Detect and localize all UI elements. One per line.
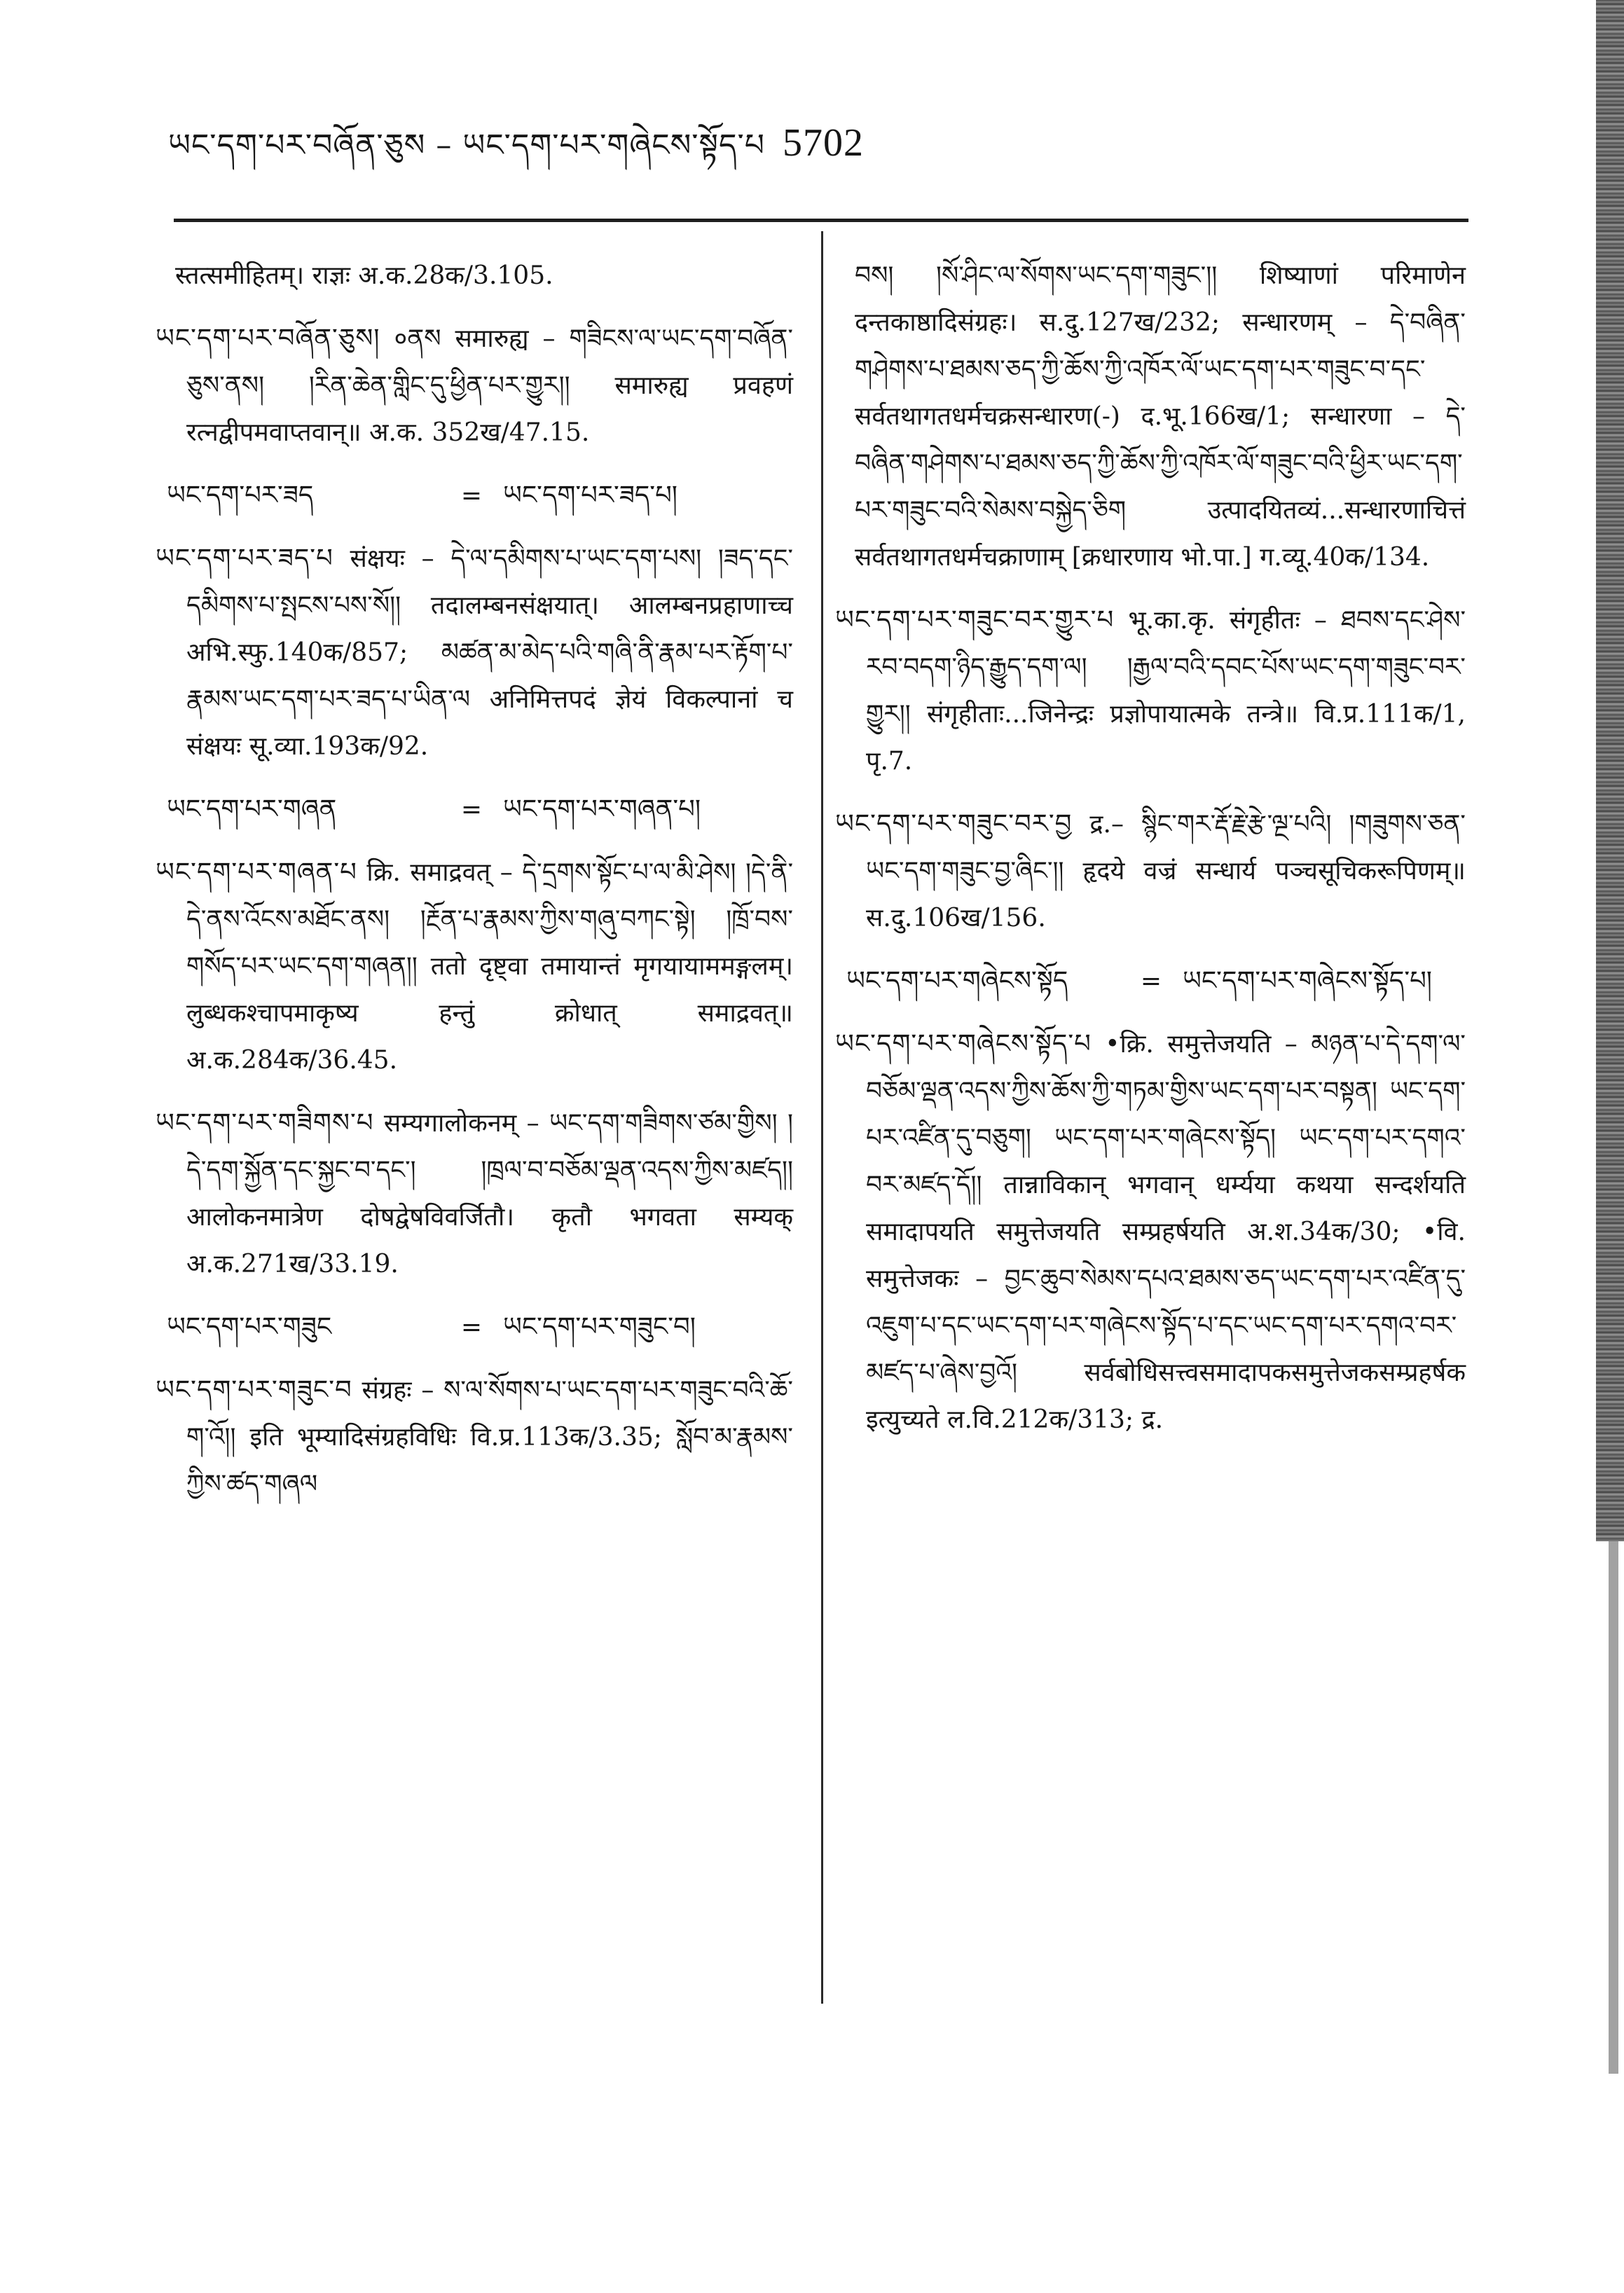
entry-text: संग्रहः – ས་ལ་སོགས་པ་ཡང་དག་པར་གཟུང་བའི་ཆོ་ག་འོ།། इति भूम्यादिसंग्रहविधिः वि.प्र.113क/3.35; སློབ་མ་རྣམས་ཀྱིས་ཚད་གཞལ xyxy=(186,1376,793,1499)
entry-text: •क्रि. समुत्तेजयति – མཉན་པ་དེ་དག་ལ་བཅོམ་ལྡན་འདས་ཀྱིས་ཆོས་ཀྱི་གཏམ་གྱིས་ཡང་དག་པར་བསྟན། ཡང་དག་པར་འཛིན་དུ་བཅུག། ཡང་དག་པར་གཞེངས་སྟོད། ཡང་དག་པར་དགའ་བར་མཛད་དོ།། तान्नाविकान् भगवान् धर्म्यया कथया सन्दर्शयति समादापयति समुत्तेजयति सम्प्रहर्षयति अ.श.34क/30; •वि. समुत्तेजकः – བྱང་ཆུབ་སེམས་དཔའ་ཐམས་ཅད་ཡང་དག་པར་འཛིན་དུ་འཇུག་པ་དང་ཡང་དག་པར་གཞེངས་སྟོད་པ་དང་ཡང་དག་པར་དགའ་བར་མཛད་པ་ཞེས་བྱའོ། सर्वबोधिसत्त्वसमादापकसमुत्तेजकसम्प्रहर्षक इत्युच्यते ल.वि.212क/313; द्र. xyxy=(866,1030,1466,1434)
headword: ཡང་དག་པར་ཟད xyxy=(167,480,314,510)
dictionary-entry xyxy=(156,1366,793,1508)
running-header xyxy=(168,111,1485,174)
entry-text: संक्षयः – དེ་ལ་དམིགས་པ་ཡང་དག་པས། །ཟད་དང་དམིགས་པ་སྤངས་པས་སོ།། तदालम्बनसंक्षयात्। आलम्बनप्रहाणाच्च अभि.स्फु.140क/857; མཚན་མ་མེད་པའི་གཞི་ནི་རྣམ་པར་རྟོག་པ་རྣམས་ཡང་དག་པར་ཟད་པ་ཡིན་ལ अनिमित्तपदं ज्ञेयं विकल्पानां च संक्षयः सू.व्या.193क/92. xyxy=(186,544,793,761)
dictionary-entry xyxy=(835,1020,1466,1443)
dictionary-entry xyxy=(156,1099,793,1288)
left-column xyxy=(156,252,793,1523)
headword: ཡང་དག་པར་གཟུང་བར་གྱུར་པ xyxy=(835,605,1115,635)
cross-reference-target: ཡང་དག་པར་གཞེངས་སྟོད་པ། xyxy=(1183,965,1433,996)
column-divider xyxy=(821,231,823,2004)
scan-edge-shadow xyxy=(1596,0,1624,1541)
entry-text: क्रि. समाद्रवत् – དེ་དྲགས་སྟོང་པ་ལ་མི་ཤེས། །དེ་ནི་དེ་ནས་འོངས་མཐོང་ནས། །རྔོན་པ་རྣམས་ཀྱིས་གཞུ་བཀང་སྟེ། །ཁྲོ་བས་གསོད་པར་ཡང་དག་གཞན།། ततो दृष्ट्वा तमायान्तं मृगयायाममङ्गलम्। लुब्धकश्चापमाकृष्य हन्तुं क्रोधात् समाद्रवत्॥ अ.क.284क/36.45. xyxy=(186,858,794,1075)
cross-reference-target: ཡང་དག་པར་གཞན་པ། xyxy=(503,794,701,824)
headword: ཡང་དག་པར་གཞན་པ xyxy=(156,857,357,887)
dictionary-entry xyxy=(156,848,793,1084)
cross-reference xyxy=(156,471,793,519)
entry-text: भू.का.कृ. संगृहीतः – ཐབས་དང་ཤེས་རབ་བདག་ཉིད་རྒྱུད་དག་ལ། །རྒྱལ་བའི་དབང་པོས་ཡང་དག་གཟུང་བར་གྱུར།། संगृहीताः...जिनेन्द्रः प्रज्ञोपायात्मके तन्त्रे॥ वि.प्र.111क/1, पृ.7. xyxy=(866,606,1466,776)
page-number: 5702 xyxy=(782,121,864,165)
headword: ཡང་དག་པར་གཞེངས་སྟོད་པ xyxy=(835,1028,1092,1059)
dictionary-entry xyxy=(835,800,1466,942)
entry-continuation xyxy=(156,252,793,299)
equals-sign: = xyxy=(460,481,483,510)
scan-edge-shadow-lower xyxy=(1609,1541,1618,2074)
cross-reference-target: ཡང་དག་པར་གཟུང་བ། xyxy=(503,1311,696,1342)
cross-reference xyxy=(835,957,1466,1005)
entry-text: स्तत्समीहितम्। राज्ञः अ.क.28क/3.105. xyxy=(175,261,553,290)
headword: ཡང་དག་པར་གཟུང་བ xyxy=(156,1375,352,1405)
headword: ཡང་དག་པར་གཟུང་བར་བྱ xyxy=(835,808,1073,839)
dictionary-entry xyxy=(156,315,793,456)
dictionary-entry xyxy=(156,535,793,770)
headword: ཡང་དག་པར་གཟུང xyxy=(167,1311,332,1342)
dictionary-entry xyxy=(835,596,1466,785)
headword: ཡང་དག་པར་གཟིགས་པ xyxy=(156,1108,374,1138)
entry-text: सम्यगालोकनम् – ཡང་དག་གཟིགས་ཙམ་གྱིས། །དེ་དག་སྐྱོན་དང་སྐྱང་བ་དང་། །ཁྲལ་བ་བཅོམ་ལྡན་འདས་ཀྱིས་མཛད།། आलोकनमात्रेण दोषद्वेषविवर्जितौ। कृतौ भगवता सम्यक् अ.क.271ख/33.19. xyxy=(186,1109,793,1279)
entry-text: བས། །སོ་ཤིང་ལ་སོགས་ཡང་དག་གཟུང་།། शिष्याणां परिमाणेन दन्तकाष्ठादिसंग्रहः। स.दु.127ख/232; सन्धारणम् – དེ་བཞིན་གཤེགས་པ་ཐམས་ཅད་ཀྱི་ཆོས་ཀྱི་འཁོར་ལོ་ཡང་དག་པར་གཟུང་བ་དང་ सर्वतथागतधर्मचक्रसन्धारण(-) द.भू.166ख/1; सन्धारणा – དེ་བཞིན་གཤེགས་པ་ཐམས་ཅད་ཀྱི་ཆོས་ཀྱི་འཁོར་ལོ་གཟུང་བའི་ཕྱིར་ཡང་དག་པར་གཟུང་བའི་སེམས་བསྐྱེད་ཅིག उत्पादयितव्यं...सन्धारणाचित्तं सर्वतथागतधर्मचक्राणाम् [क्रधारणाय भो.पा.] ग.व्यू.40क/134. xyxy=(855,261,1466,572)
equals-sign: = xyxy=(1140,967,1162,996)
headword: ཡང་དག་པར་བཞོན་ཅུས། xyxy=(156,323,380,353)
headword: ཡང་དག་པར་གཞེངས་སྟོད xyxy=(846,965,1068,996)
entry-continuation xyxy=(835,252,1466,581)
entry-text: ०ནས समारुह्य – གཟིངས་ལ་ཡང་དག་བཞོན་ཅུས་ནས། །རིན་ཆེན་གླིང་དུ་ཕྱིན་པར་གྱུར།། समारुह्य प्रवहणं रत्नद्वीपमवाप्तवान्॥ अ.क. 352ख/47.15. xyxy=(186,324,793,447)
equals-sign: = xyxy=(460,795,483,824)
header-rule xyxy=(174,219,1468,222)
right-column xyxy=(835,252,1466,1459)
cross-reference-target: ཡང་དག་པར་ཟད་པ། xyxy=(503,480,678,510)
equals-sign: = xyxy=(460,1313,483,1342)
cross-reference xyxy=(156,785,793,833)
headword: ཡང་དག་པར་གཞན xyxy=(167,794,337,824)
cross-reference xyxy=(156,1303,793,1351)
header-title: ཡང་དག་པར་བཞོན་ཅུས – ཡང་དག་པར་གཞེངས་སྟོད་པ xyxy=(168,128,765,163)
entry-text: द्र.– སྙིང་གར་རྡོ་རྗེ་རྩེ་ལྔ་པའི། །གཟུགས་ཅན་ཡང་དག་གཟུང་བྱ་ཞིང་།། हृदये वज्रं सन्धार्य पञ्चसूचिकरूपिणम्॥ स.दु.106ख/156. xyxy=(866,810,1466,932)
headword: ཡང་དག་པར་ཟད་པ xyxy=(156,543,333,573)
